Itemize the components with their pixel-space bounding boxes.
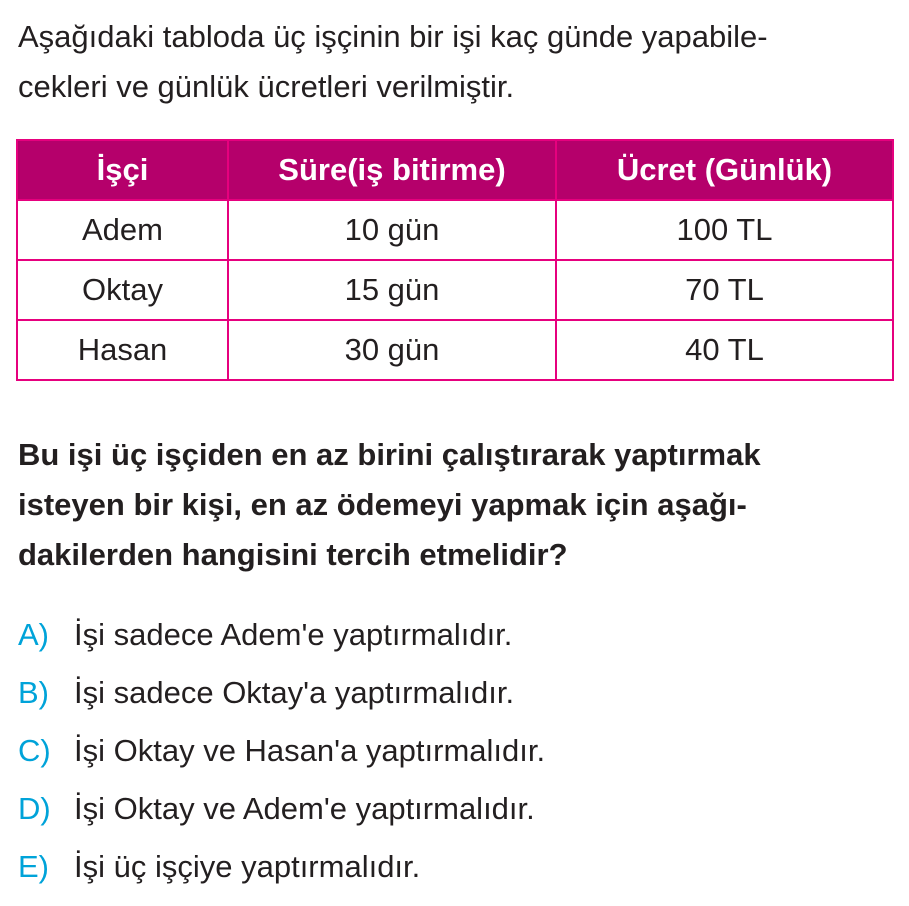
- cell-wage: 70 TL: [556, 260, 893, 320]
- cell-worker: Hasan: [17, 320, 228, 380]
- question-line-2: isteyen bir kişi, en az ödemeyi yapmak için aşağı-: [18, 487, 747, 522]
- option-text: İşi sadece Oktay'a yaptırmalıdır.: [74, 675, 515, 710]
- option-letter: E): [18, 849, 49, 884]
- option-letter: A): [18, 617, 49, 652]
- question-line-1: Bu işi üç işçiden en az birini çalıştırarak yaptırmak: [18, 437, 761, 472]
- option-text: İşi sadece Adem'e yaptırmalıdır.: [74, 617, 513, 652]
- intro-line-2: cekleri ve günlük ücretleri verilmiştir.: [18, 69, 515, 104]
- question-text: [18, 430, 903, 580]
- header-wage: Ücret (Günlük): [556, 140, 893, 200]
- header-worker: İşçi: [17, 140, 228, 200]
- option-text: İşi üç işçiye yaptırmalıdır.: [74, 849, 421, 884]
- option-d[interactable]: [18, 780, 545, 838]
- option-e[interactable]: [18, 838, 545, 896]
- table-row: [17, 200, 893, 260]
- cell-worker: Adem: [17, 200, 228, 260]
- cell-wage: 100 TL: [556, 200, 893, 260]
- cell-duration: 15 gün: [228, 260, 556, 320]
- cell-duration: 30 gün: [228, 320, 556, 380]
- option-letter: B): [18, 675, 49, 710]
- option-c[interactable]: [18, 722, 545, 780]
- option-letter: D): [18, 791, 51, 826]
- option-letter: C): [18, 733, 51, 768]
- table-header-row: [17, 140, 893, 200]
- option-text: İşi Oktay ve Adem'e yaptırmalıdır.: [74, 791, 535, 826]
- header-duration: Süre(iş bitirme): [228, 140, 556, 200]
- table-row: [17, 320, 893, 380]
- table-row: [17, 260, 893, 320]
- option-a[interactable]: [18, 606, 545, 664]
- option-text: İşi Oktay ve Hasan'a yaptırmalıdır.: [74, 733, 546, 768]
- cell-worker: Oktay: [17, 260, 228, 320]
- cell-duration: 10 gün: [228, 200, 556, 260]
- intro-line-1: Aşağıdaki tabloda üç işçinin bir işi kaç günde yapabile-: [18, 19, 768, 54]
- workers-table: [16, 139, 894, 381]
- cell-wage: 40 TL: [556, 320, 893, 380]
- question-line-3: dakilerden hangisini tercih etmelidir?: [18, 537, 568, 572]
- option-b[interactable]: [18, 664, 545, 722]
- answer-options: [18, 606, 545, 896]
- intro-text: [18, 12, 898, 112]
